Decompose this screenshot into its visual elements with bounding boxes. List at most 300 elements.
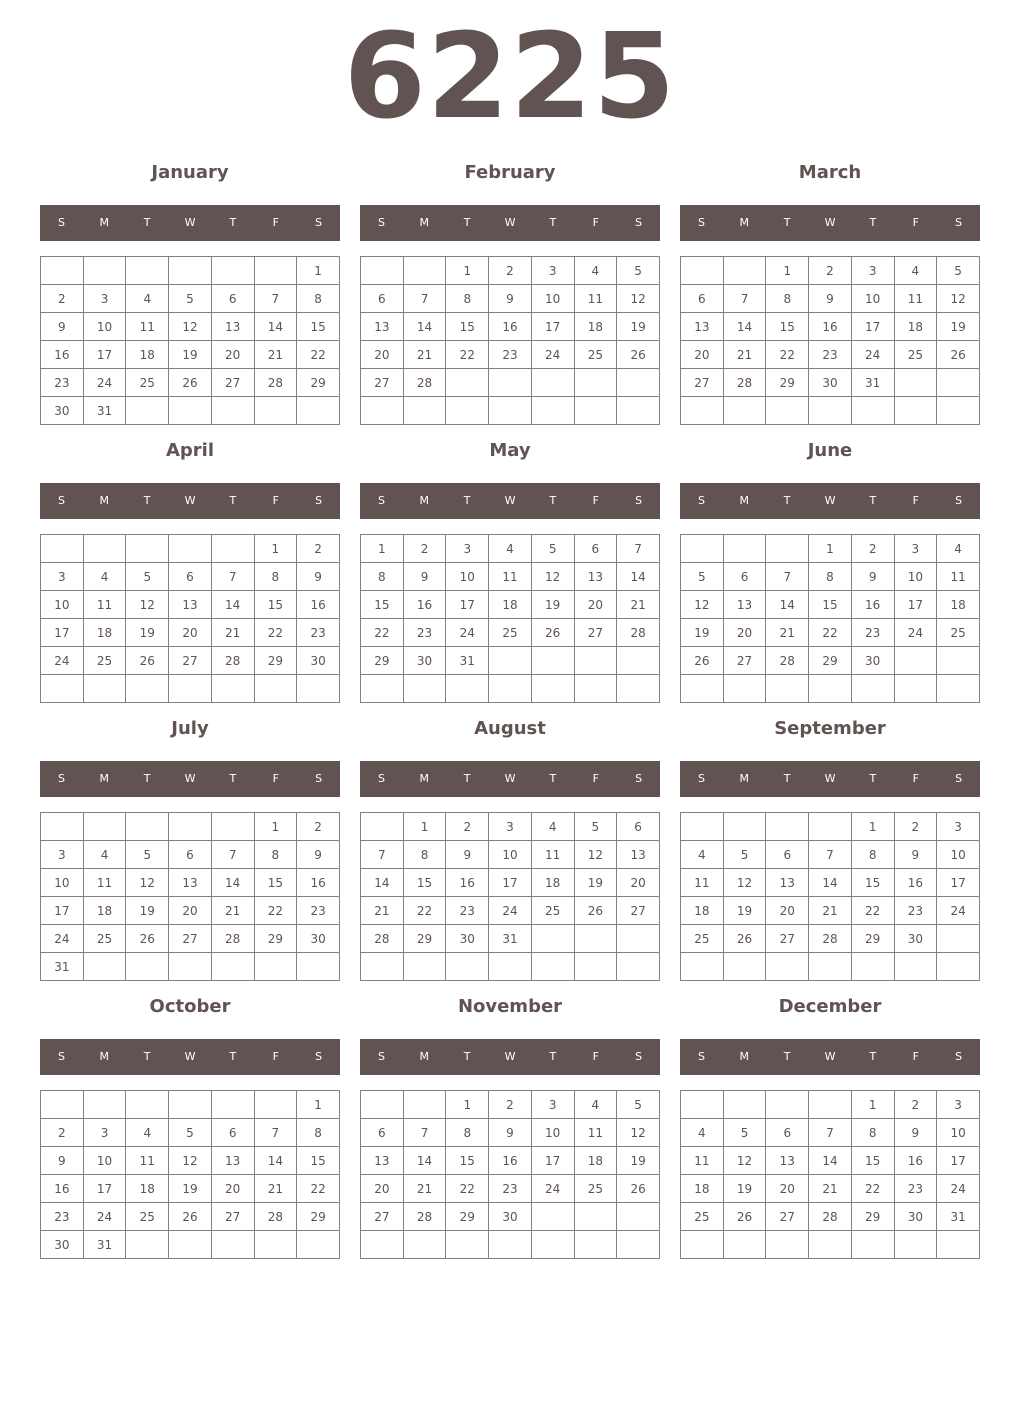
- week-row: [41, 841, 340, 869]
- day-cell: 14: [254, 313, 297, 341]
- day-cell: 7: [254, 1119, 297, 1147]
- week-row: [41, 1119, 340, 1147]
- day-cell: 1: [446, 257, 489, 285]
- day-cell: 15: [446, 1147, 489, 1175]
- day-cell: [766, 1091, 809, 1119]
- day-cell: 27: [211, 369, 254, 397]
- week-row: [681, 285, 980, 313]
- week-row: [41, 675, 340, 703]
- day-cell: [211, 257, 254, 285]
- weekday-label: T: [869, 494, 877, 507]
- day-cell: [809, 953, 852, 981]
- day-cell: 21: [403, 1175, 446, 1203]
- day-cell: [766, 953, 809, 981]
- day-cell: 30: [894, 1203, 937, 1231]
- day-cell: [126, 1091, 169, 1119]
- day-cell: 28: [809, 925, 852, 953]
- day-cell: 4: [574, 257, 617, 285]
- day-cell: 15: [809, 591, 852, 619]
- day-cell: 4: [574, 1091, 617, 1119]
- day-cell: 2: [894, 813, 937, 841]
- day-cell: [211, 1231, 254, 1259]
- weekday-label: F: [272, 772, 279, 785]
- day-cell: 17: [489, 869, 532, 897]
- day-cell: 8: [446, 1119, 489, 1147]
- day-cell: 20: [169, 897, 212, 925]
- weekday-label: M: [739, 1050, 750, 1063]
- day-cell: 27: [766, 1203, 809, 1231]
- day-grid: [680, 256, 980, 425]
- day-cell: [126, 953, 169, 981]
- week-row: [361, 841, 660, 869]
- day-cell: 17: [937, 869, 980, 897]
- weekday-label: S: [377, 494, 385, 507]
- day-cell: 15: [403, 869, 446, 897]
- day-cell: 21: [361, 897, 404, 925]
- day-cell: 26: [574, 897, 617, 925]
- day-cell: 27: [211, 1203, 254, 1231]
- day-cell: [254, 397, 297, 425]
- day-cell: 23: [403, 619, 446, 647]
- day-cell: [83, 675, 126, 703]
- day-cell: 29: [403, 925, 446, 953]
- weekday-label: M: [419, 494, 430, 507]
- weekday-label: M: [99, 494, 110, 507]
- day-cell: 18: [531, 869, 574, 897]
- day-cell: [403, 675, 446, 703]
- day-cell: [617, 369, 660, 397]
- week-row: [681, 897, 980, 925]
- day-grid: [360, 1090, 660, 1259]
- day-cell: 6: [766, 841, 809, 869]
- weekday-label: F: [592, 772, 599, 785]
- weekday-label: T: [783, 494, 791, 507]
- month-name: November: [457, 996, 563, 1017]
- day-cell: 30: [41, 397, 84, 425]
- day-cell: 25: [681, 1203, 724, 1231]
- weekday-label: S: [57, 772, 65, 785]
- day-cell: [211, 813, 254, 841]
- day-cell: [83, 1091, 126, 1119]
- day-cell: 12: [723, 1147, 766, 1175]
- day-cell: [169, 813, 212, 841]
- day-cell: 3: [937, 813, 980, 841]
- day-cell: [41, 535, 84, 563]
- day-cell: [681, 813, 724, 841]
- day-cell: 23: [894, 1175, 937, 1203]
- day-cell: [361, 953, 404, 981]
- day-cell: 6: [766, 1119, 809, 1147]
- day-cell: 9: [41, 1147, 84, 1175]
- day-cell: 11: [126, 313, 169, 341]
- weekday-label: W: [824, 1050, 836, 1063]
- day-cell: 27: [169, 647, 212, 675]
- day-cell: [361, 813, 404, 841]
- day-cell: 7: [403, 1119, 446, 1147]
- day-cell: [681, 953, 724, 981]
- weekday-label: T: [463, 772, 471, 785]
- day-cell: 24: [531, 1175, 574, 1203]
- day-cell: 3: [41, 841, 84, 869]
- week-row: [681, 1119, 980, 1147]
- day-cell: 27: [723, 647, 766, 675]
- day-cell: 11: [894, 285, 937, 313]
- weekday-label: F: [272, 1050, 279, 1063]
- day-cell: 11: [489, 563, 532, 591]
- day-cell: 25: [489, 619, 532, 647]
- day-cell: [403, 953, 446, 981]
- day-cell: 2: [851, 535, 894, 563]
- day-cell: 20: [361, 341, 404, 369]
- day-cell: [41, 813, 84, 841]
- day-cell: 8: [254, 841, 297, 869]
- day-cell: 13: [211, 1147, 254, 1175]
- day-cell: 19: [617, 1147, 660, 1175]
- weekday-header: [680, 483, 980, 519]
- day-cell: 16: [489, 313, 532, 341]
- day-cell: 2: [809, 257, 852, 285]
- day-cell: 22: [297, 1175, 340, 1203]
- day-cell: 14: [361, 869, 404, 897]
- day-cell: 9: [297, 841, 340, 869]
- day-cell: 13: [169, 869, 212, 897]
- day-cell: 14: [723, 313, 766, 341]
- day-cell: [574, 675, 617, 703]
- day-cell: 19: [937, 313, 980, 341]
- day-cell: 28: [617, 619, 660, 647]
- day-cell: 19: [681, 619, 724, 647]
- day-cell: 19: [126, 619, 169, 647]
- day-cell: [83, 535, 126, 563]
- weekday-label: W: [184, 216, 196, 229]
- day-cell: 10: [41, 869, 84, 897]
- day-cell: 9: [403, 563, 446, 591]
- day-cell: 3: [531, 257, 574, 285]
- weekday-label: S: [955, 772, 963, 785]
- day-cell: [766, 813, 809, 841]
- day-cell: 8: [297, 285, 340, 313]
- day-cell: 11: [937, 563, 980, 591]
- week-row: [361, 369, 660, 397]
- day-cell: [297, 675, 340, 703]
- day-cell: [894, 647, 937, 675]
- day-cell: 3: [489, 813, 532, 841]
- month-name: April: [165, 440, 215, 461]
- day-cell: 3: [41, 563, 84, 591]
- day-cell: 6: [169, 563, 212, 591]
- day-cell: 28: [403, 1203, 446, 1231]
- day-cell: 4: [937, 535, 980, 563]
- day-cell: 14: [254, 1147, 297, 1175]
- day-cell: 31: [489, 925, 532, 953]
- day-cell: [766, 675, 809, 703]
- week-row: [361, 813, 660, 841]
- day-cell: 31: [937, 1203, 980, 1231]
- weekday-label: S: [635, 216, 643, 229]
- day-cell: [126, 813, 169, 841]
- day-cell: [446, 675, 489, 703]
- day-cell: 16: [851, 591, 894, 619]
- day-cell: 23: [297, 897, 340, 925]
- weekday-label: T: [549, 216, 557, 229]
- day-cell: 17: [531, 313, 574, 341]
- weekday-label: T: [869, 772, 877, 785]
- day-cell: [489, 369, 532, 397]
- day-cell: 4: [531, 813, 574, 841]
- day-cell: [489, 953, 532, 981]
- weekday-label: T: [549, 772, 557, 785]
- day-cell: 15: [361, 591, 404, 619]
- day-cell: [126, 1231, 169, 1259]
- week-row: [681, 1203, 980, 1231]
- week-row: [681, 675, 980, 703]
- day-cell: 16: [894, 1147, 937, 1175]
- day-cell: [681, 397, 724, 425]
- day-cell: 5: [617, 1091, 660, 1119]
- day-cell: 14: [211, 591, 254, 619]
- day-grid: [40, 256, 340, 425]
- day-cell: 6: [361, 285, 404, 313]
- day-cell: 17: [851, 313, 894, 341]
- day-grid: [360, 812, 660, 981]
- day-cell: [489, 647, 532, 675]
- day-cell: 20: [169, 619, 212, 647]
- day-cell: 21: [211, 619, 254, 647]
- day-cell: [723, 953, 766, 981]
- day-cell: 11: [126, 1147, 169, 1175]
- day-cell: 13: [361, 313, 404, 341]
- day-cell: 5: [126, 841, 169, 869]
- day-cell: 5: [126, 563, 169, 591]
- day-cell: 18: [126, 341, 169, 369]
- week-row: [681, 1147, 980, 1175]
- day-cell: 7: [403, 285, 446, 313]
- day-cell: [489, 675, 532, 703]
- day-cell: [211, 535, 254, 563]
- day-cell: 11: [83, 591, 126, 619]
- day-cell: [169, 953, 212, 981]
- weekday-label: W: [824, 494, 836, 507]
- weekday-label: F: [592, 1050, 599, 1063]
- day-cell: [574, 647, 617, 675]
- day-cell: 29: [851, 925, 894, 953]
- day-cell: 30: [894, 925, 937, 953]
- day-cell: 22: [297, 341, 340, 369]
- week-row: [41, 1175, 340, 1203]
- week-row: [361, 591, 660, 619]
- day-cell: 26: [617, 1175, 660, 1203]
- day-cell: 14: [403, 1147, 446, 1175]
- day-cell: 18: [489, 591, 532, 619]
- weekday-label: T: [783, 216, 791, 229]
- day-cell: 13: [169, 591, 212, 619]
- day-cell: 10: [531, 285, 574, 313]
- month-name: February: [464, 162, 556, 183]
- day-cell: 6: [723, 563, 766, 591]
- day-cell: [894, 397, 937, 425]
- week-row: [41, 397, 340, 425]
- day-cell: 24: [851, 341, 894, 369]
- day-cell: 22: [446, 1175, 489, 1203]
- day-cell: [41, 1091, 84, 1119]
- day-cell: [403, 257, 446, 285]
- day-cell: 30: [41, 1231, 84, 1259]
- day-cell: 8: [254, 563, 297, 591]
- day-cell: [531, 397, 574, 425]
- weekday-label: T: [463, 1050, 471, 1063]
- day-cell: 18: [937, 591, 980, 619]
- day-cell: 19: [723, 897, 766, 925]
- weekday-label: M: [739, 772, 750, 785]
- weekday-label: W: [504, 1050, 516, 1063]
- day-cell: 21: [809, 1175, 852, 1203]
- day-cell: [531, 925, 574, 953]
- day-cell: 12: [617, 285, 660, 313]
- week-row: [361, 675, 660, 703]
- day-cell: 12: [574, 841, 617, 869]
- day-cell: 19: [169, 1175, 212, 1203]
- day-cell: [169, 535, 212, 563]
- weekday-label: S: [697, 772, 705, 785]
- week-row: [361, 1091, 660, 1119]
- weekday-header: [40, 205, 340, 241]
- weekday-label: T: [783, 1050, 791, 1063]
- day-cell: 15: [446, 313, 489, 341]
- weekday-label: S: [955, 1050, 963, 1063]
- weekday-label: T: [143, 494, 151, 507]
- day-cell: 6: [361, 1119, 404, 1147]
- day-cell: 17: [894, 591, 937, 619]
- weekday-label: F: [912, 772, 919, 785]
- day-cell: 25: [126, 369, 169, 397]
- day-cell: [809, 813, 852, 841]
- weekday-label: T: [229, 772, 237, 785]
- day-cell: 9: [297, 563, 340, 591]
- day-cell: [169, 675, 212, 703]
- weekday-label: T: [869, 216, 877, 229]
- day-cell: 30: [489, 1203, 532, 1231]
- week-row: [41, 285, 340, 313]
- week-row: [681, 563, 980, 591]
- day-cell: [531, 1203, 574, 1231]
- day-cell: 6: [681, 285, 724, 313]
- day-cell: 23: [489, 1175, 532, 1203]
- day-cell: [403, 1091, 446, 1119]
- day-cell: 11: [574, 1119, 617, 1147]
- weekday-label: S: [377, 772, 385, 785]
- weekday-label: S: [57, 494, 65, 507]
- day-cell: [446, 397, 489, 425]
- week-row: [681, 1091, 980, 1119]
- day-cell: 22: [809, 619, 852, 647]
- week-row: [41, 1231, 340, 1259]
- day-cell: 6: [169, 841, 212, 869]
- weekday-label: F: [912, 1050, 919, 1063]
- day-cell: 31: [83, 397, 126, 425]
- day-cell: 26: [531, 619, 574, 647]
- day-grid: [40, 812, 340, 981]
- day-cell: 13: [574, 563, 617, 591]
- day-cell: [617, 675, 660, 703]
- day-cell: 11: [531, 841, 574, 869]
- weekday-label: T: [229, 1050, 237, 1063]
- weekday-header: [360, 761, 660, 797]
- day-cell: 1: [254, 535, 297, 563]
- day-cell: 1: [851, 1091, 894, 1119]
- day-cell: 28: [403, 369, 446, 397]
- weekday-header: [680, 1039, 980, 1075]
- day-cell: 22: [851, 1175, 894, 1203]
- day-cell: [446, 369, 489, 397]
- day-cell: 31: [446, 647, 489, 675]
- day-cell: [681, 257, 724, 285]
- day-cell: 25: [83, 925, 126, 953]
- day-cell: [937, 647, 980, 675]
- day-cell: 22: [254, 619, 297, 647]
- week-row: [681, 841, 980, 869]
- day-cell: 30: [403, 647, 446, 675]
- day-cell: 31: [851, 369, 894, 397]
- day-cell: 26: [723, 1203, 766, 1231]
- day-cell: [446, 953, 489, 981]
- day-cell: 15: [297, 1147, 340, 1175]
- day-cell: 14: [766, 591, 809, 619]
- day-cell: 28: [809, 1203, 852, 1231]
- day-cell: [617, 647, 660, 675]
- day-cell: 4: [83, 841, 126, 869]
- weekday-label: M: [419, 1050, 430, 1063]
- day-cell: 5: [723, 1119, 766, 1147]
- day-cell: 18: [83, 897, 126, 925]
- weekday-label: T: [143, 772, 151, 785]
- day-cell: [254, 953, 297, 981]
- weekday-label: W: [184, 494, 196, 507]
- day-cell: 4: [126, 285, 169, 313]
- week-row: [41, 869, 340, 897]
- weekday-label: S: [315, 216, 323, 229]
- day-cell: 16: [489, 1147, 532, 1175]
- day-cell: 7: [211, 563, 254, 591]
- day-cell: 13: [211, 313, 254, 341]
- month-name: March: [798, 162, 862, 183]
- day-cell: 19: [126, 897, 169, 925]
- day-cell: 21: [403, 341, 446, 369]
- day-cell: 18: [574, 1147, 617, 1175]
- week-row: [361, 397, 660, 425]
- day-cell: 23: [297, 619, 340, 647]
- weekday-label: M: [739, 216, 750, 229]
- week-row: [41, 619, 340, 647]
- month-name: May: [489, 440, 531, 461]
- day-cell: 1: [446, 1091, 489, 1119]
- day-cell: 28: [766, 647, 809, 675]
- day-cell: [169, 257, 212, 285]
- day-cell: 5: [681, 563, 724, 591]
- day-cell: [809, 675, 852, 703]
- week-row: [681, 619, 980, 647]
- day-cell: 10: [446, 563, 489, 591]
- year-title: 6225: [343, 7, 677, 145]
- day-cell: 28: [723, 369, 766, 397]
- day-cell: [211, 953, 254, 981]
- day-cell: 10: [531, 1119, 574, 1147]
- week-row: [681, 1175, 980, 1203]
- weekday-label: W: [184, 772, 196, 785]
- day-cell: [254, 1231, 297, 1259]
- day-cell: 24: [531, 341, 574, 369]
- weekday-label: M: [739, 494, 750, 507]
- day-grid: [40, 534, 340, 703]
